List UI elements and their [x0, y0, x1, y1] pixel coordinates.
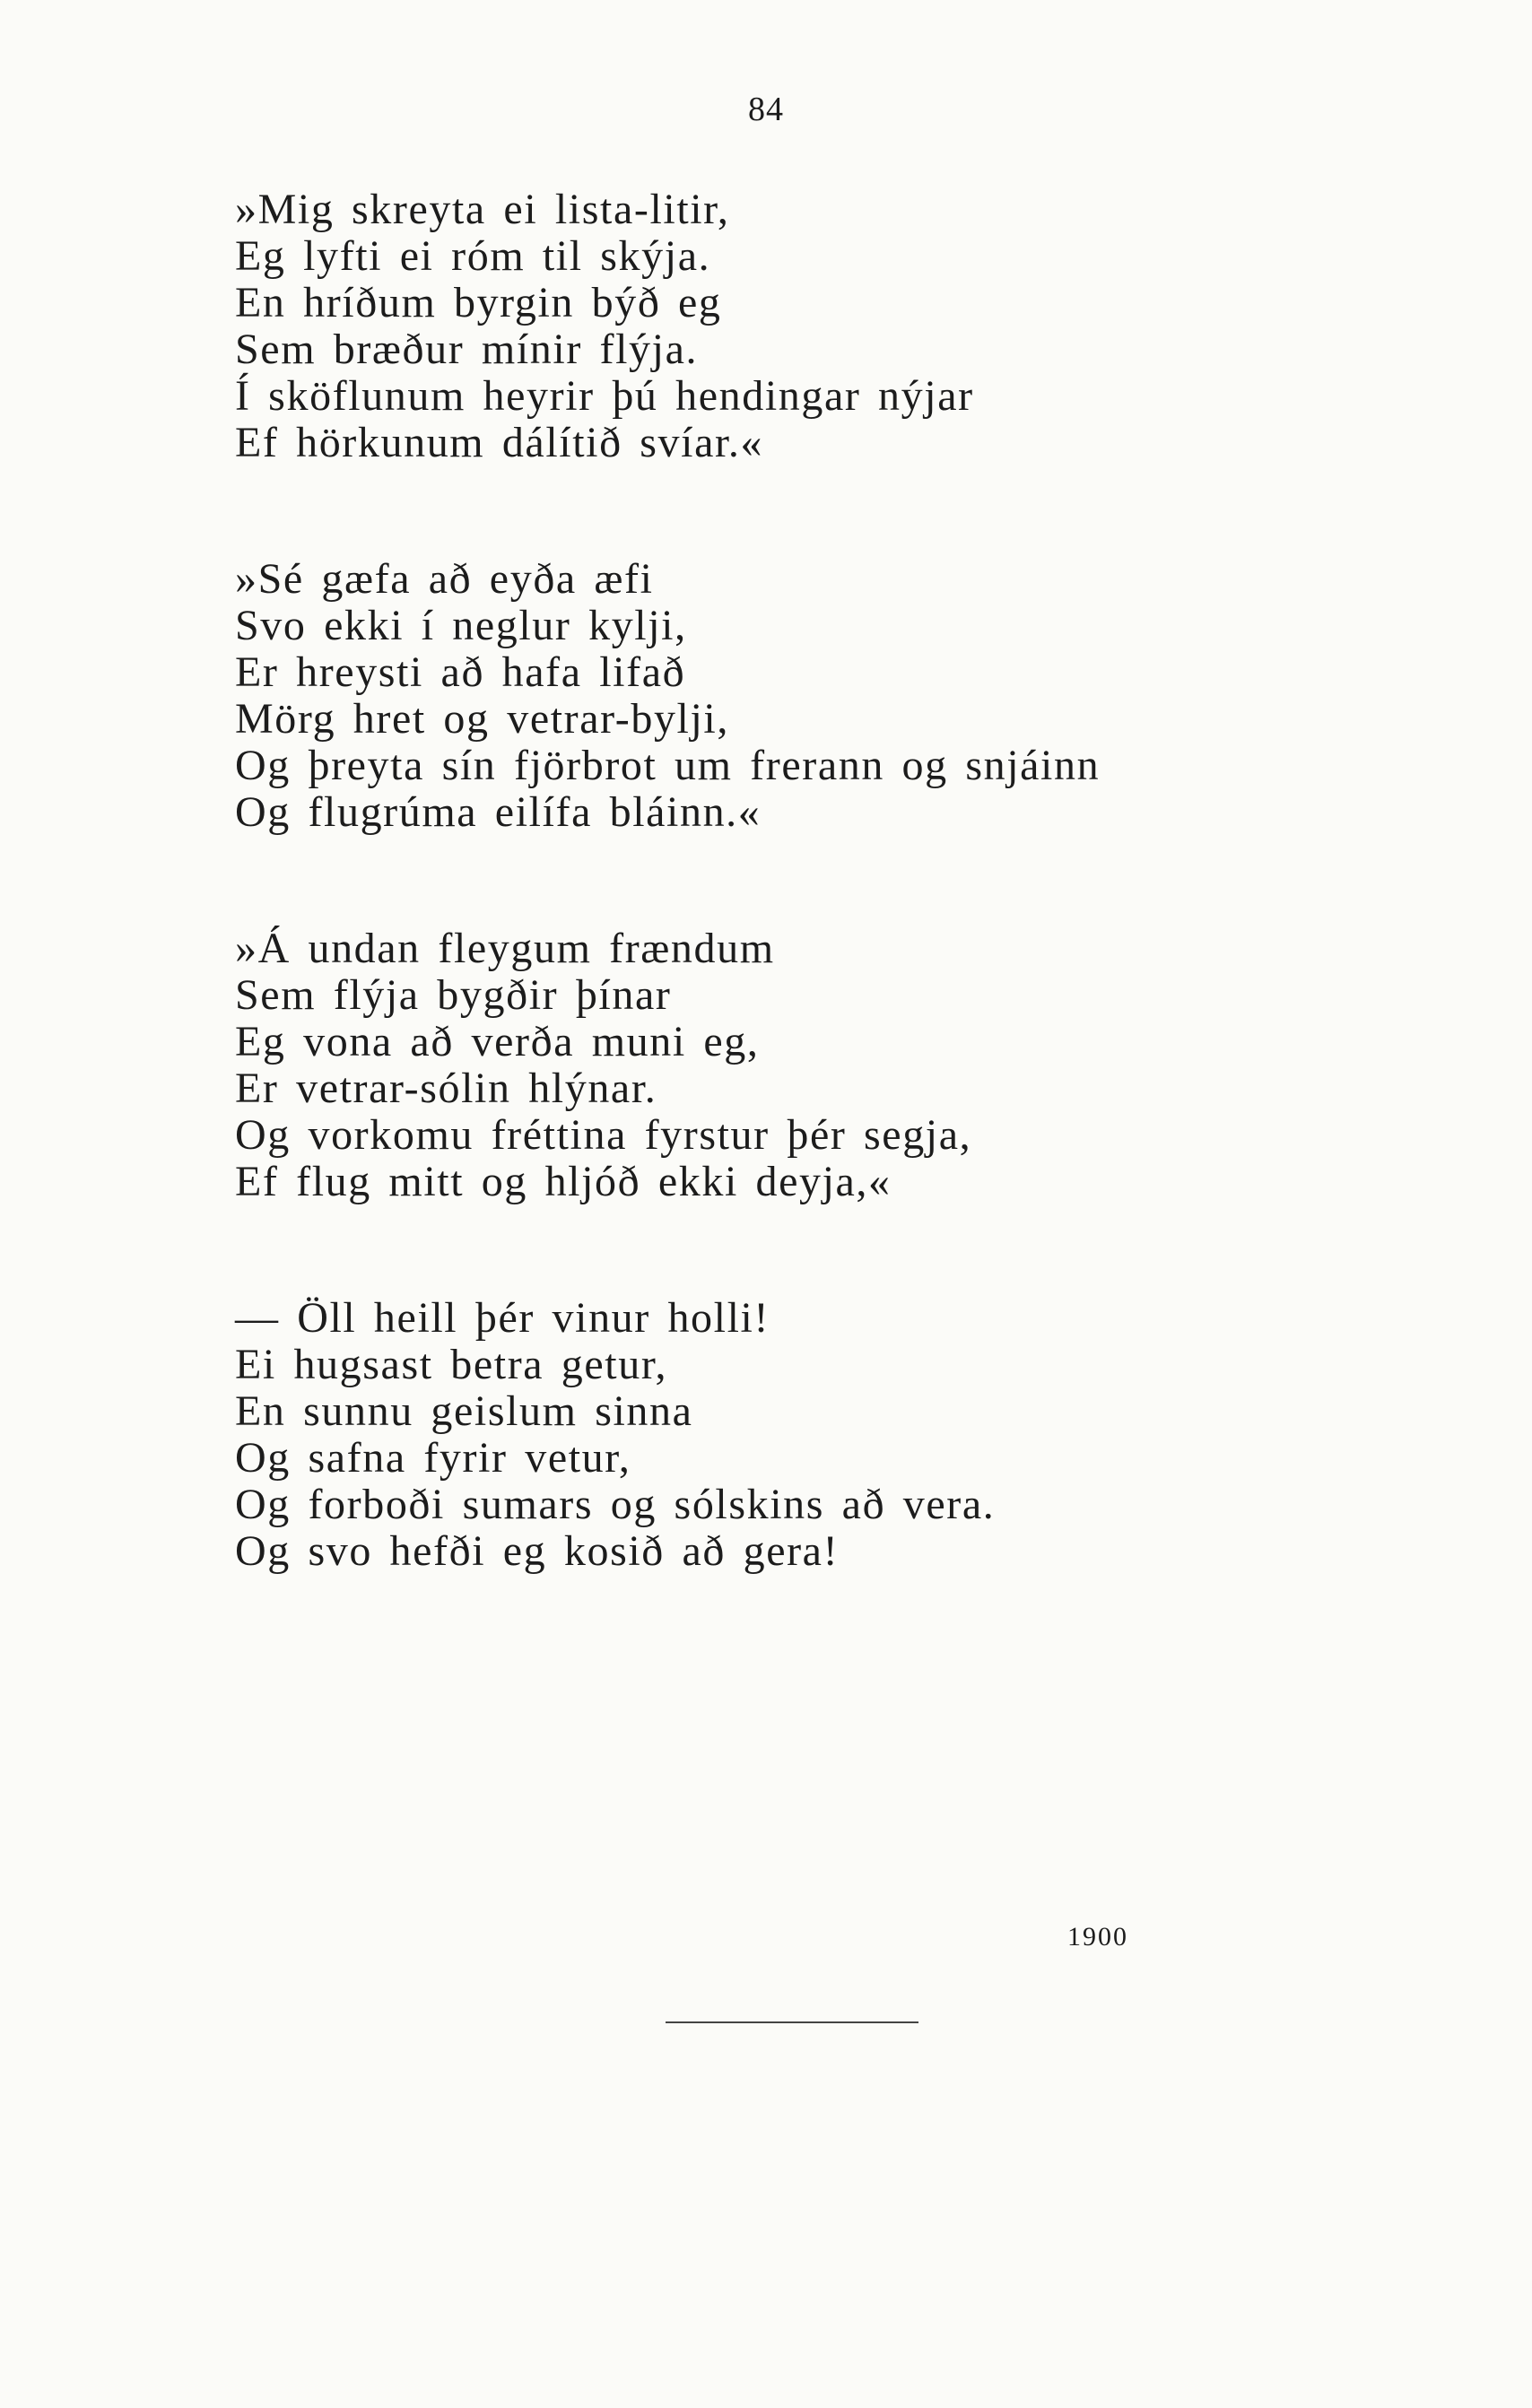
poem-line: Er vetrar-sólin hlýnar. — [235, 1065, 657, 1112]
poem-line: Sem flýja bygðir þínar — [235, 971, 672, 1019]
poem-line: »Sé gæfa að eyða æfi — [235, 555, 654, 603]
poem-line: Ef flug mitt og hljóð ekki deyja,« — [235, 1158, 892, 1205]
poem-line: Sem bræður mínir flýja. — [235, 326, 699, 373]
poem-line: En hríðum byrgin býð eg — [235, 279, 722, 326]
poem-line: — Öll heill þér vinur holli! — [235, 1294, 770, 1342]
poem-line: »Á undan fleygum frændum — [235, 925, 775, 972]
stanza-1 — [235, 187, 1473, 466]
poem-line: Eg vona að verða muni eg, — [235, 1018, 760, 1065]
page-number: 84 — [748, 91, 784, 128]
poem-line: Svo ekki í neglur kylji, — [235, 602, 687, 649]
poem-line: Í sköflunum heyrir þú hendingar nýjar — [235, 372, 974, 420]
poem-date: 1900 — [1067, 1922, 1128, 1952]
poem-line: Ef hörkunum dálítið svíar.« — [235, 419, 764, 466]
poem-line: Og vorkomu fréttina fyrstur þér segja, — [235, 1111, 972, 1159]
poem — [235, 187, 1473, 1665]
section-divider — [666, 2021, 918, 2023]
poem-line: En sunnu geislum sinna — [235, 1387, 693, 1435]
poem-line: Ei hugsast betra getur, — [235, 1341, 668, 1388]
poem-line: Og safna fyrir vetur, — [235, 1434, 631, 1482]
poem-line: Og forboði sumars og sólskins að vera. — [235, 1481, 996, 1528]
stanza-4 — [235, 1295, 1473, 1575]
poem-line: Og flugrúma eilífa bláinn.« — [235, 788, 762, 836]
poem-line: Og svo hefði eg kosið að gera! — [235, 1527, 840, 1575]
stanza-2 — [235, 556, 1473, 836]
poem-line: Eg lyfti ei róm til skýja. — [235, 232, 711, 280]
poem-line: Er hreysti að hafa lifað — [235, 648, 686, 696]
stanza-3 — [235, 926, 1473, 1205]
poem-line: »Mig skreyta ei lista-litir, — [235, 186, 730, 233]
poem-line: Og þreyta sín fjörbrot um frerann og snjáinn — [235, 742, 1101, 789]
poem-line: Mörg hret og vetrar-bylji, — [235, 695, 729, 743]
